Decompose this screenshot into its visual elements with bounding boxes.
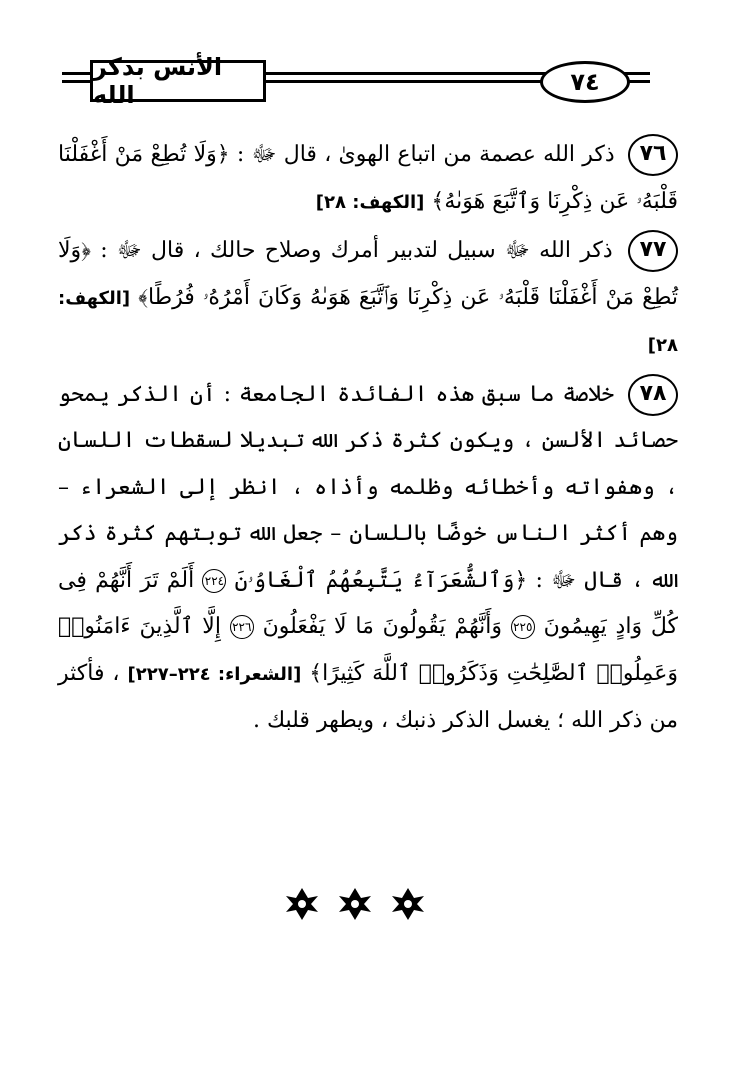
verse-reference: [الكهف: ٢٨]	[315, 191, 425, 213]
verse-number: ٢٢٤	[202, 569, 226, 593]
item-conclusion: ، فأكثر من ذكر الله ؛ يغسل الذكر ذنبك ، ويطهر قلبك .	[58, 660, 678, 733]
item-77	[58, 228, 678, 370]
quran-verse: أَلَمْ تَرَ أَنَّهُمْ فِى كُلِّ وَادٍ يَهِيمُونَ	[58, 567, 679, 639]
verse-number: ٢٢٥	[511, 615, 535, 639]
item-76	[58, 132, 678, 226]
page-number: ٧٤	[540, 61, 630, 103]
verse-reference: [الكهف: ٢٨]	[58, 287, 678, 356]
item-text: خلاصة ما سبق هذه الفائدة الجامعة : أن الذكر يمحو حصائد الألسن ، ويكون كثرة ذكر الله تبديلا لسقطات اللسان ، وهفواته وأخطائه وظلمه وأذاه ، انظر إلى الشعراء – وهم أكثر الناس خوضًا باللسان – جعل الله توبتهم كثرة ذكر الله ، قال ﷻ :	[58, 381, 678, 593]
quran-verse: وَأَنَّهُمْ يَقُولُونَ مَا لَا يَفْعَلُونَ	[262, 614, 502, 639]
verse-number: ٢٢٦	[230, 615, 254, 639]
floral-ornament-icon	[280, 884, 324, 924]
page-body	[58, 132, 678, 747]
end-ornaments	[280, 884, 430, 924]
item-78	[58, 372, 678, 745]
floral-ornament-icon	[386, 884, 430, 924]
item-text: ذكر الله ﷻ سبيل لتدبير أمرك وصلاح حالك ، قال ﷻ :	[90, 238, 613, 263]
quran-verse: ﴿وَلَا تُطِعْ مَنْ أَغْفَلْنَا قَلْبَهُۥ عَن ذِكْرِنَا وَٱتَّبَعَ هَوَىٰهُ وَكَانَ أَمْرُهُۥ فُرُطًا﴾	[58, 238, 678, 310]
quran-verse: ﴿وَٱلشُّعَرَآءُ يَتَّبِعُهُمُ ٱلْغَاوُۥنَ	[234, 567, 528, 593]
verse-reference: [الشعراء: ٢٢٤–٢٢٧]	[127, 663, 302, 685]
floral-ornament-icon	[333, 884, 377, 924]
item-text: ذكر الله عصمة من اتباع الهوىٰ ، قال ﷻ :	[229, 142, 615, 167]
quran-verse: إِلَّا ٱلَّذِينَ ءَامَنُوا۟ وَعَمِلُوا۟ ٱلصَّٰلِحَٰتِ وَذَكَرُوا۟ ٱللَّهَ كَثِيرًا﴾	[58, 614, 679, 686]
quran-verse: ﴿وَلَا تُطِعْ مَنْ أَغْفَلْنَا قَلْبَهُۥ عَن ذِكْرِنَا وَٱتَّبَعَ هَوَىٰهُ﴾	[58, 142, 678, 214]
running-title: الأنس بذكر الله	[90, 60, 266, 102]
item-number: ٧٦	[628, 134, 678, 176]
page-header	[0, 0, 743, 110]
item-number: ٧٧	[628, 230, 678, 272]
item-number: ٧٨	[628, 374, 678, 416]
